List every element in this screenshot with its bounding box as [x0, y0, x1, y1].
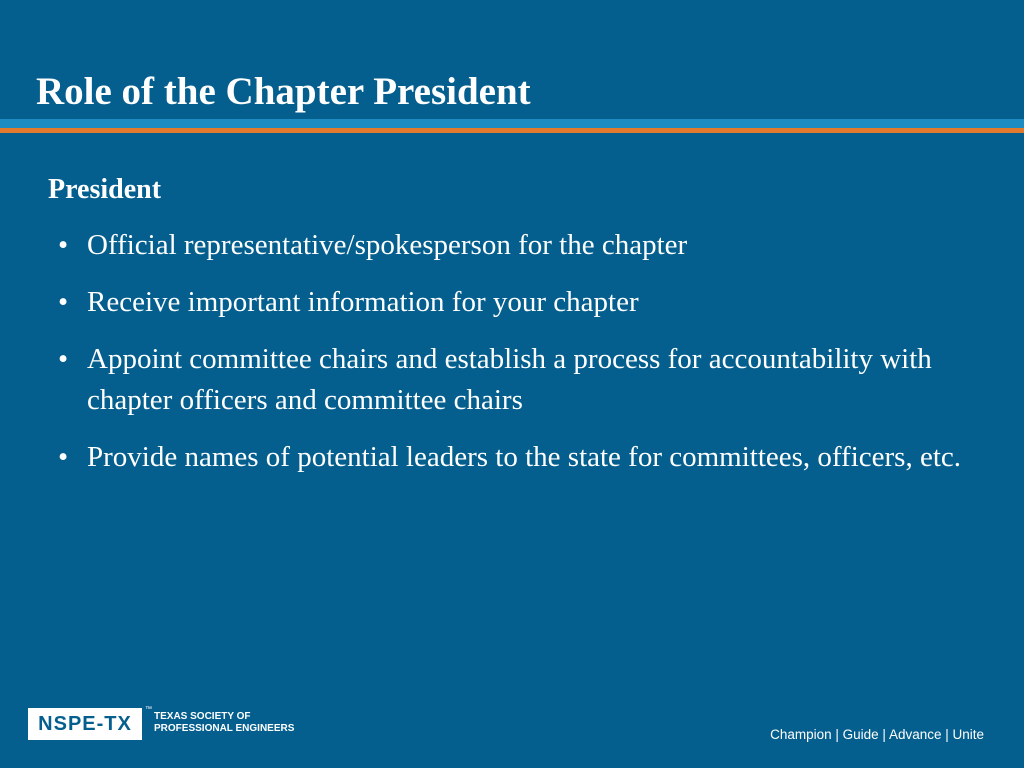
slide-title: Role of the Chapter President [36, 70, 531, 113]
bullet-text: Appoint committee chairs and establish a process for accountability with chapter officers and committee chairs [87, 343, 932, 416]
bullet-text: Official representative/spokesperson for the chapter [87, 229, 688, 261]
bullet-item [58, 437, 998, 478]
bullet-marker: • [58, 343, 69, 375]
logo-organization-name [154, 711, 294, 735]
logo-mark: NSPE-TX [28, 708, 142, 740]
footer-tagline: Champion | Guide | Advance | Unite [770, 727, 984, 742]
bullet-text: Provide names of potential leaders to the state for committees, officers, etc. [87, 441, 962, 473]
section-heading: President [48, 174, 162, 205]
bullet-marker: • [58, 229, 69, 261]
bullet-marker: • [58, 441, 69, 473]
logo-trademark: ™ [145, 706, 152, 713]
bullet-list [58, 225, 998, 494]
logo-line-2: PROFESSIONAL ENGINEERS [154, 723, 295, 734]
title-divider-orange [0, 128, 1024, 133]
title-divider-blue [0, 119, 1024, 128]
bullet-text: Receive important information for your chapter [87, 286, 639, 318]
bullet-item [58, 339, 998, 421]
bullet-marker: • [58, 286, 69, 318]
logo-line-1: TEXAS SOCIETY OF [154, 711, 251, 722]
bullet-item [58, 282, 998, 323]
bullet-item [58, 225, 998, 266]
